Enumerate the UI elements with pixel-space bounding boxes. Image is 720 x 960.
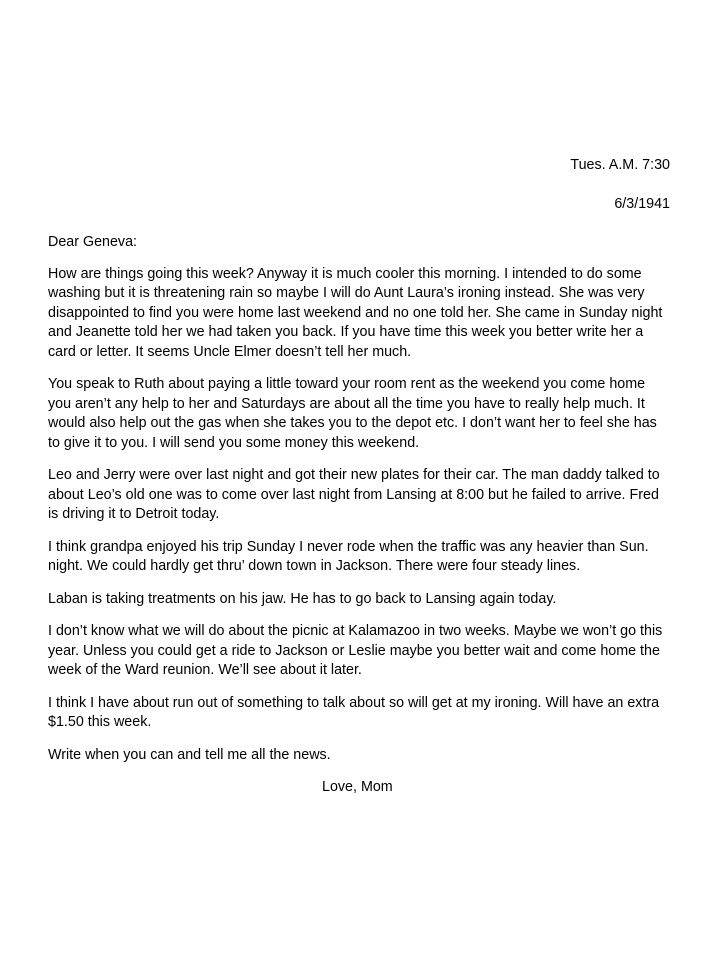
letter-paragraph: Laban is taking treatments on his jaw. He has to go back to Lansing again today. xyxy=(48,590,557,607)
letter-paragraph: I don’t know what we will do about the picnic at Kalamazoo in two weeks. Maybe we won’t go this year. Unless you could get a ride to Jackson or Leslie maybe you better wait and come home the week of the Ward reunion. We’ll see about it later. xyxy=(48,623,663,678)
letter-date: 6/3/1941 xyxy=(614,195,670,212)
letter-time: Tues. A.M. 7:30 xyxy=(570,157,670,173)
letter-body xyxy=(48,156,670,798)
letter-paragraph: You speak to Ruth about paying a little toward your room rent as the weekend you come home you aren’t any help to her and Saturdays are about all the time you have to really help much. It would also help out the gas when she takes you to the depot etc. I don’t want her to feel she has to give it to you. I will send you some money this weekend. xyxy=(48,376,657,451)
letter-salutation: Dear Geneva: xyxy=(48,234,138,250)
letter-paragraph: Write when you can and tell me all the news. xyxy=(48,746,331,763)
letter-paragraph: How are things going this week? Anyway it is much cooler this morning. I intended to do some washing but it is threatening rain so maybe I will do Aunt Laura’s ironing instead. She was very disappointed to find you were home last weekend and no one told her. She came in Sunday night and Jeanette told her we had taken you back. If you have time this week you better write her a card or letter. It seems Uncle Elmer doesn’t tell her much. xyxy=(48,265,663,360)
letter-paragraph: Leo and Jerry were over last night and got their new plates for their car. The man daddy talked to about Leo’s old one was to come over last night from Lansing at 8:00 but he failed to arrive. Fred is driving it to Detroit today. xyxy=(48,467,660,522)
letter-closing: Love, Mom xyxy=(322,779,393,795)
letter-paragraph: I think grandpa enjoyed his trip Sunday I never rode when the traffic was any heavier than Sun. night. We could hardly get thru’ down town in Jackson. There were four steady lines. xyxy=(48,538,649,574)
letter-paragraph: I think I have about run out of something to talk about so will get at my ironing. Will have an extra $1.50 this week. xyxy=(48,694,660,730)
